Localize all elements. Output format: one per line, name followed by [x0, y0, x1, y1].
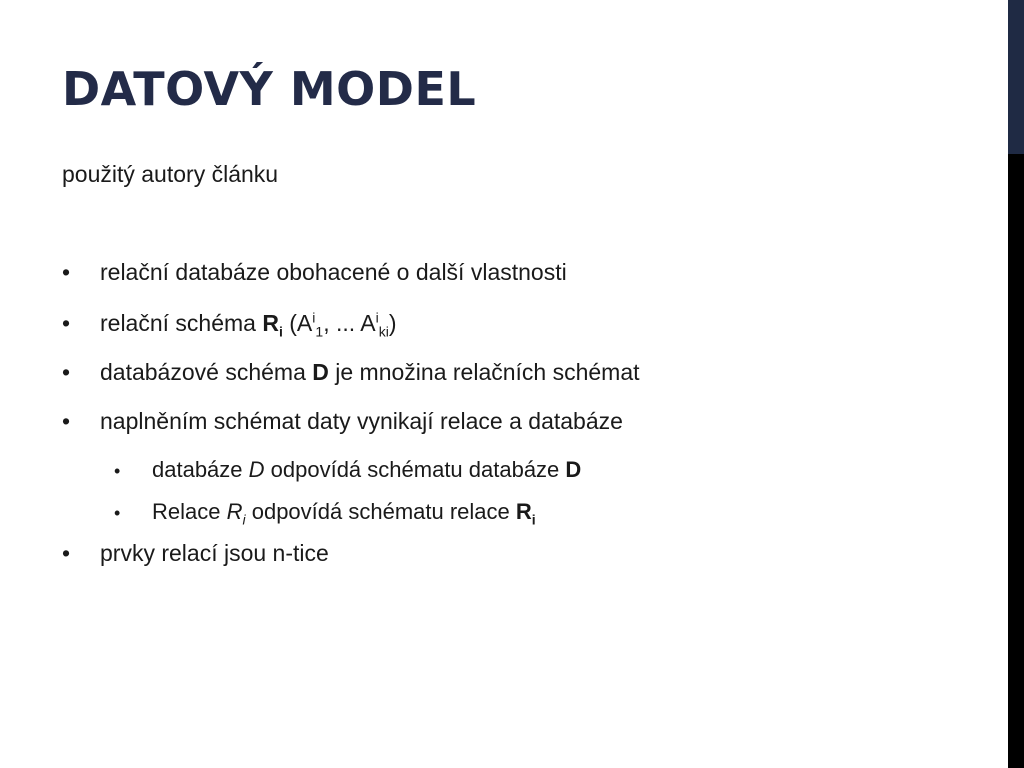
bullet-icon: • [114, 461, 121, 481]
accent-bar-top [1008, 0, 1024, 154]
bullet-item-5 [62, 538, 329, 568]
bullet-icon: • [62, 540, 71, 566]
bullet-icon: • [62, 359, 71, 385]
bullet-icon: • [62, 310, 71, 336]
schema-symbol: D [565, 457, 582, 482]
item-text: databáze [152, 457, 249, 482]
database-symbol: D [248, 457, 265, 482]
schema-symbol: $R_i$ [515, 499, 536, 528]
bullet-item-4 [62, 406, 623, 436]
schema-symbol: $R_i$ [262, 310, 283, 340]
accent-bar-bottom [1008, 154, 1024, 768]
bullet-icon: • [114, 503, 121, 523]
bullet-item-2: • relační schéma $R_i$ ($A^i_1$, ... $A^i_{ki}$) [62, 309, 397, 340]
slide-title: DATOVÝ MODEL [62, 62, 477, 116]
item-text: prvky relací jsou n-tice [100, 540, 329, 566]
sub-bullet-item-2: • Relace $R_i$ odpovídá schématu relace $R_i$ [114, 499, 536, 528]
bullet-item-1 [62, 257, 567, 287]
bullet-icon: • [62, 259, 71, 285]
schema-symbol: D [312, 359, 329, 385]
bullet-icon: • [62, 408, 71, 434]
slide-subtitle: použitý autory článku [62, 161, 279, 187]
bullet-item-3: • databázové schéma D je množina relačních schémat [62, 359, 640, 385]
item-text: relační schéma [100, 310, 263, 336]
item-text: Relace [152, 499, 227, 524]
sub-bullet-item-1: • databáze D odpovídá schématu databáze D [114, 455, 581, 486]
item-text: databázové schéma [100, 359, 313, 385]
item-text: naplněním schémat daty vynikají relace a databáze [100, 408, 623, 434]
relation-symbol: $R_i$ [226, 499, 246, 528]
item-text: relační databáze obohacené o další vlastnosti [100, 259, 567, 285]
